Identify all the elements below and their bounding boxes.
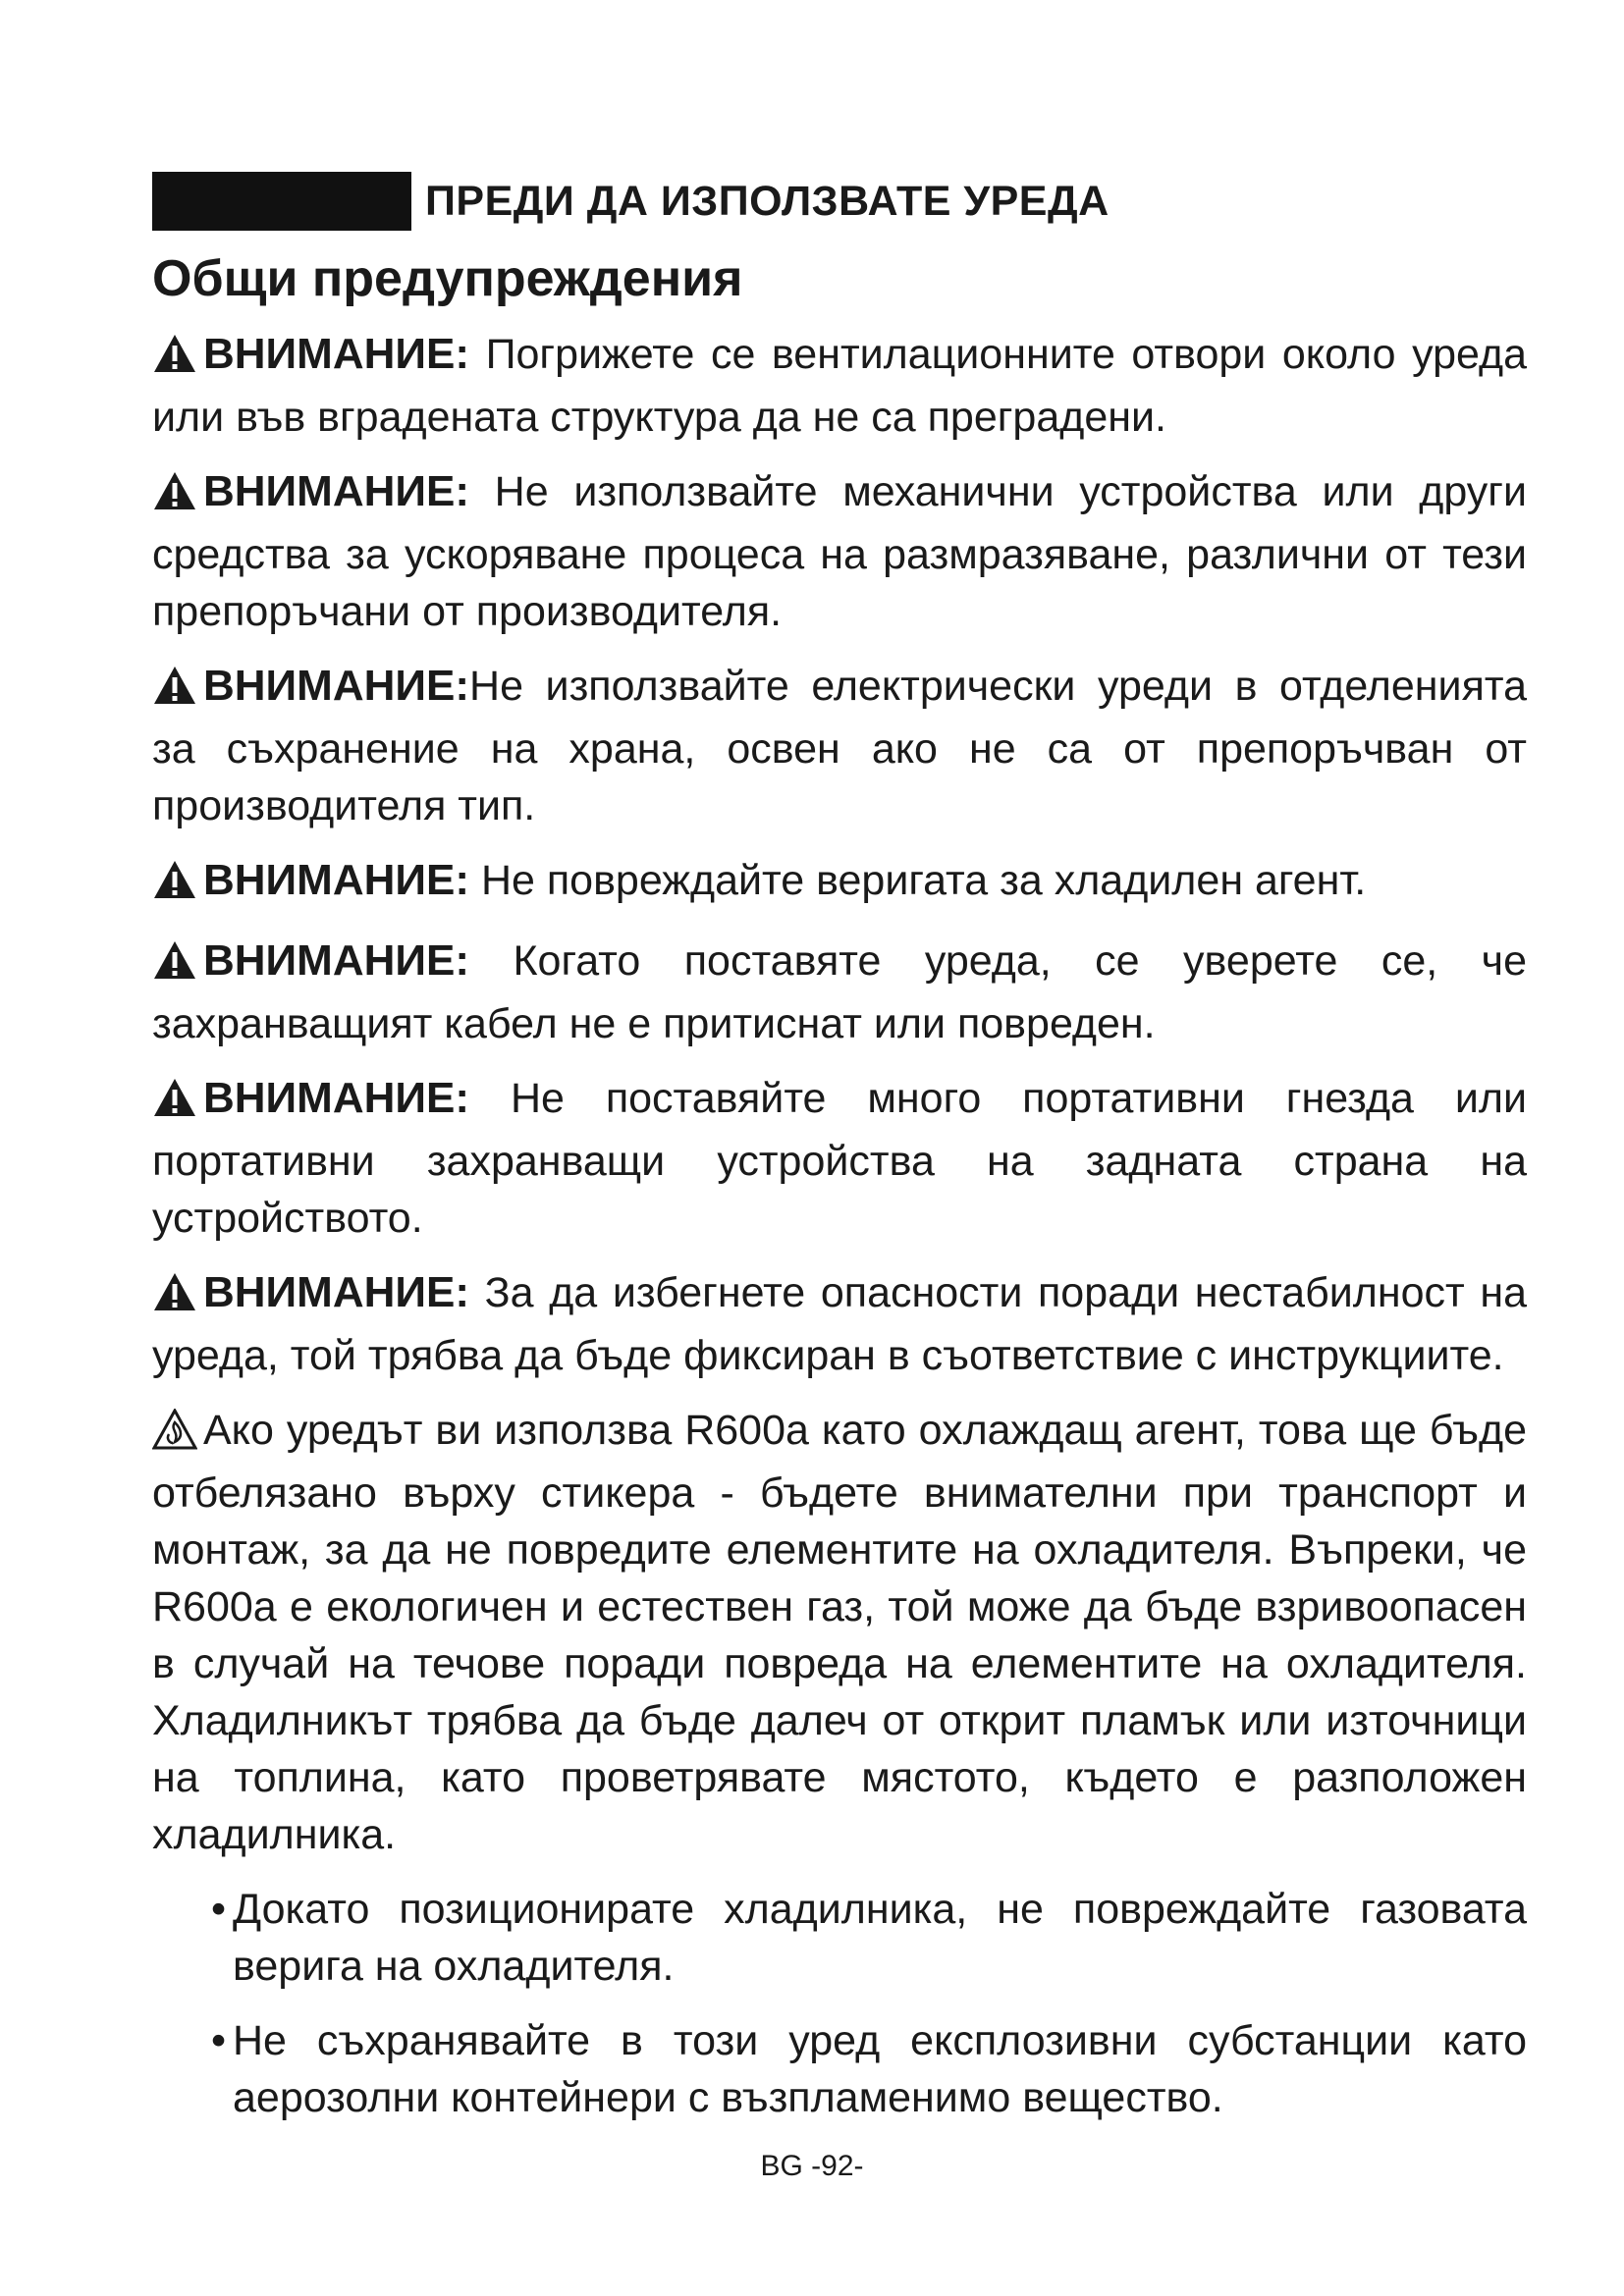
warning-label: ВНИМАНИЕ: (203, 1268, 470, 1316)
warning-triangle-icon (152, 1270, 197, 1327)
page-header (152, 169, 1527, 234)
warning-text: Когато поставяте уреда, се уверете се, че захранващият кабел не е притиснат или повреден. (152, 937, 1527, 1047)
warning-label: ВНИМАНИЕ: (203, 330, 470, 378)
warning-triangle-icon (152, 332, 197, 389)
warning-text: Не поставяйте много портативни гнезда или портативни захранващи устройства на задната страна на устройството. (152, 1075, 1527, 1242)
warning-triangle-icon (152, 469, 197, 526)
warning-text: За да избегнете опасности поради нестабилност на уреда, той трябва да бъде фиксиран в съответствие с инструкциите. (152, 1269, 1527, 1379)
bullet-dot-icon: • (211, 1886, 227, 1933)
warning-triangle-icon (152, 858, 197, 915)
warning-label: ВНИМАНИЕ: (203, 662, 470, 710)
warning-paragraph (152, 658, 1527, 834)
flammable-note (152, 1402, 1527, 1863)
warning-paragraph (152, 1070, 1527, 1247)
page-number: BG -92- (760, 2150, 864, 2182)
bullet-text: Не съхранявайте в този уред експлозивни субстанции като аерозолни контейнери с възпламенимо вещество. (233, 2017, 1527, 2121)
warning-paragraph (152, 326, 1527, 446)
warning-label: ВНИМАНИЕ: (203, 1074, 470, 1122)
warning-label: ВНИМАНИЕ: (203, 856, 470, 904)
header-title: ПРЕДИ ДА ИЗПОЛЗВАТЕ УРЕДА (425, 177, 1110, 225)
bullet-text: Докато позиционирате хладилника, не повреждайте газовата верига на охладителя. (233, 1886, 1527, 1990)
warning-label: ВНИМАНИЕ: (203, 467, 470, 515)
section-title: Общи предупреждения (152, 250, 743, 307)
warning-paragraph (152, 933, 1527, 1052)
warnings-list (152, 326, 1527, 1384)
warning-text: Не използвайте електрически уреди в отделенията за съхранение на храна, освен ако не са от препоръчван от производителя тип. (152, 663, 1527, 829)
warning-triangle-icon (152, 938, 197, 995)
warning-text: Погрижете се вентилационните отвори около уреда или във вградената структура да не са преградени. (152, 331, 1527, 441)
flammable-warning-icon (152, 1408, 197, 1465)
warning-paragraph (152, 1264, 1527, 1384)
warning-text: Не използвайте механични устройства или други средства за ускоряване процеса на размразяване, различни от тези препоръчани от производителя. (152, 468, 1527, 635)
header-black-bar (152, 172, 411, 231)
bullet-item (211, 2012, 1527, 2126)
warning-text: Не повреждайте веригата за хладилен агент. (469, 857, 1367, 904)
warning-paragraph (152, 852, 1527, 915)
page-content (152, 169, 1527, 2144)
warning-label: ВНИМАНИЕ: (203, 936, 470, 985)
bullet-dot-icon: • (211, 2017, 227, 2064)
warning-triangle-icon (152, 1076, 197, 1133)
bullet-list (211, 1881, 1527, 2126)
bullet-item (211, 1881, 1527, 1995)
flammable-note-text: Ако уредът ви използва R600a като охлаждащ агент, това ще бъде отбелязано върху стикера - бъдете внимателни при транспорт и монтаж, за да не повредите елементите на охладителя. Въпреки, че R600a е екологичен и естествен газ, той може да бъде взривоопасен в случай на течове поради повреда на елементите на охладителя. Хладилникът трябва да бъде далеч от открит пламък или източници на топлина, като проветрявате мястото, където е разположен хладилника. (152, 1407, 1527, 1858)
warning-paragraph (152, 463, 1527, 640)
warning-triangle-icon (152, 664, 197, 721)
